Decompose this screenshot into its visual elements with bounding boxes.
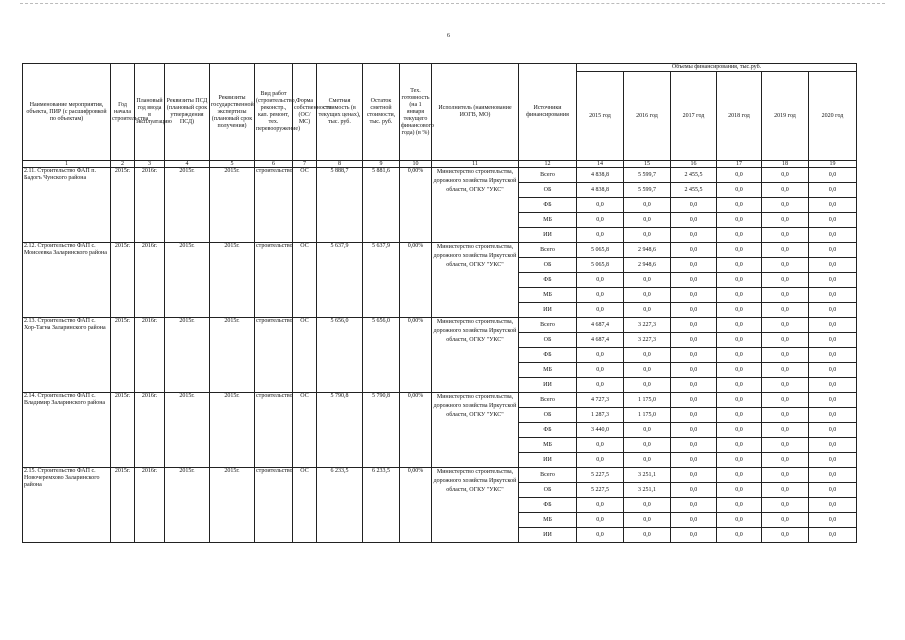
row-value: 0,0 (762, 288, 809, 303)
row-value: 0,0 (671, 483, 717, 498)
column-number: 2 (111, 161, 135, 168)
header-year: 2018 год (717, 72, 762, 161)
table-row (23, 243, 857, 258)
row-value: 0,0 (577, 288, 624, 303)
row-psd: 2015г. (165, 243, 210, 318)
header-sources: Источники финансирования (519, 64, 577, 161)
column-number: 6 (255, 161, 293, 168)
row-source: ИИ (519, 453, 577, 468)
row-value: 0,0 (624, 528, 671, 543)
row-expertise: 2015г. (210, 243, 255, 318)
row-value: 0,0 (762, 483, 809, 498)
row-plan-year: 2016г. (135, 318, 165, 393)
row-value: 0,0 (577, 528, 624, 543)
row-value: 0,0 (762, 168, 809, 183)
row-estimate: 6 233,5 (317, 468, 363, 543)
row-value: 0,0 (762, 378, 809, 393)
row-source: ОБ (519, 258, 577, 273)
row-estimate: 5 656,0 (317, 318, 363, 393)
row-value: 3 227,3 (624, 318, 671, 333)
column-number: 7 (293, 161, 317, 168)
row-value: 0,0 (762, 408, 809, 423)
row-source: ФБ (519, 348, 577, 363)
row-value: 0,0 (762, 453, 809, 468)
header-name: Наименование мероприятия, объекта, ПИР (с расшифровкой по объектам) (23, 64, 111, 161)
row-value: 0,0 (809, 213, 857, 228)
column-number: 16 (671, 161, 717, 168)
row-remainder: 5 881,6 (363, 168, 400, 243)
header-ownership: Форма собственности (ОС/МС) (293, 64, 317, 161)
scan-top-line (20, 3, 885, 4)
row-value: 3 440,0 (577, 423, 624, 438)
row-value: 0,0 (717, 438, 762, 453)
row-remainder: 5 656,0 (363, 318, 400, 393)
row-name: 2.12. Строительство ФАП с. Моисеевка Заларинского района (23, 243, 111, 318)
header-estimate: Сметная стоимость (в текущих ценах), тыс. руб. (317, 64, 363, 161)
row-value: 0,0 (671, 528, 717, 543)
row-ownership: ОС (293, 318, 317, 393)
column-number: 5 (210, 161, 255, 168)
header-volumes: Объемы финансирования, тыс.руб. (577, 64, 857, 72)
row-expertise: 2015г. (210, 468, 255, 543)
row-source: Всего (519, 168, 577, 183)
row-readiness: 0,00% (400, 243, 432, 318)
row-value: 0,0 (671, 468, 717, 483)
row-value: 0,0 (671, 288, 717, 303)
row-value: 0,0 (671, 408, 717, 423)
row-value: 0,0 (717, 228, 762, 243)
row-value: 0,0 (671, 378, 717, 393)
row-remainder: 5 790,8 (363, 393, 400, 468)
row-value: 0,0 (577, 198, 624, 213)
row-value: 0,0 (624, 198, 671, 213)
row-value: 0,0 (671, 438, 717, 453)
row-source: ИИ (519, 528, 577, 543)
row-value: 0,0 (809, 528, 857, 543)
row-value: 0,0 (809, 288, 857, 303)
row-psd: 2015г. (165, 393, 210, 468)
row-value: 0,0 (762, 318, 809, 333)
row-value: 4 687,4 (577, 333, 624, 348)
row-value: 0,0 (717, 213, 762, 228)
row-value: 0,0 (577, 228, 624, 243)
row-value: 4 838,8 (577, 168, 624, 183)
row-value: 2 948,6 (624, 258, 671, 273)
row-value: 0,0 (671, 198, 717, 213)
row-name: 2.11. Строительство ФАП п. Бадогъ Чунского района (23, 168, 111, 243)
row-start-year: 2015г. (111, 318, 135, 393)
row-readiness: 0,00% (400, 318, 432, 393)
row-value: 0,0 (577, 348, 624, 363)
row-source: ИИ (519, 378, 577, 393)
row-value: 0,0 (577, 438, 624, 453)
row-source: ФБ (519, 423, 577, 438)
row-value: 0,0 (717, 408, 762, 423)
header-year: 2016 год (624, 72, 671, 161)
row-value: 3 251,1 (624, 468, 671, 483)
row-value: 4 727,3 (577, 393, 624, 408)
row-value: 0,0 (717, 393, 762, 408)
row-value: 0,0 (624, 513, 671, 528)
row-start-year: 2015г. (111, 243, 135, 318)
row-work-type: строительство (255, 318, 293, 393)
row-value: 0,0 (717, 483, 762, 498)
row-value: 0,0 (671, 258, 717, 273)
header-psd: Реквизиты ПСД (плановый срок утверждения ПСД) (165, 64, 210, 161)
financing-table (22, 63, 857, 543)
column-number: 9 (363, 161, 400, 168)
row-value: 0,0 (762, 498, 809, 513)
column-number: 11 (432, 161, 519, 168)
column-number: 1 (23, 161, 111, 168)
row-expertise: 2015г. (210, 393, 255, 468)
row-psd: 2015г. (165, 318, 210, 393)
row-value: 0,0 (809, 333, 857, 348)
row-source: МБ (519, 288, 577, 303)
row-value: 0,0 (717, 183, 762, 198)
row-source: ФБ (519, 273, 577, 288)
row-executor: Министерство строительства, дорожного хозяйства Иркутской области, ОГКУ "УКС" (432, 168, 519, 243)
row-value: 0,0 (717, 258, 762, 273)
row-value: 0,0 (624, 498, 671, 513)
column-number: 3 (135, 161, 165, 168)
row-value: 0,0 (671, 228, 717, 243)
row-value: 0,0 (671, 243, 717, 258)
row-value: 0,0 (717, 303, 762, 318)
row-plan-year: 2016г. (135, 468, 165, 543)
row-plan-year: 2016г. (135, 393, 165, 468)
row-value: 0,0 (717, 168, 762, 183)
row-value: 0,0 (809, 453, 857, 468)
row-psd: 2015г. (165, 168, 210, 243)
page-number: 6 (447, 33, 450, 39)
row-value: 0,0 (717, 453, 762, 468)
header-year: 2019 год (762, 72, 809, 161)
row-value: 0,0 (809, 408, 857, 423)
row-readiness: 0,00% (400, 393, 432, 468)
row-value: 0,0 (762, 243, 809, 258)
row-value: 0,0 (624, 453, 671, 468)
header-work-type: Вид работ (строительство, реконстр., кап. ремонт, тех. перевооружение) (255, 64, 293, 161)
row-value: 0,0 (809, 348, 857, 363)
row-value: 0,0 (671, 363, 717, 378)
row-value: 0,0 (717, 273, 762, 288)
row-ownership: ОС (293, 243, 317, 318)
row-value: 0,0 (717, 378, 762, 393)
row-readiness: 0,00% (400, 168, 432, 243)
row-start-year: 2015г. (111, 468, 135, 543)
row-executor: Министерство строительства, дорожного хозяйства Иркутской области, ОГКУ "УКС" (432, 318, 519, 393)
row-value: 0,0 (809, 198, 857, 213)
row-value: 0,0 (762, 363, 809, 378)
row-value: 0,0 (717, 363, 762, 378)
row-source: ОБ (519, 483, 577, 498)
table-row (23, 468, 857, 483)
row-work-type: строительство (255, 243, 293, 318)
row-work-type: строительство (255, 468, 293, 543)
row-value: 0,0 (762, 438, 809, 453)
row-value: 0,0 (577, 453, 624, 468)
row-value: 0,0 (762, 273, 809, 288)
row-value: 1 175,0 (624, 393, 671, 408)
row-value: 0,0 (624, 378, 671, 393)
row-expertise: 2015г. (210, 318, 255, 393)
row-value: 0,0 (809, 273, 857, 288)
row-value: 0,0 (577, 273, 624, 288)
row-value: 0,0 (624, 438, 671, 453)
row-ownership: ОС (293, 468, 317, 543)
row-source: Всего (519, 318, 577, 333)
row-ownership: ОС (293, 168, 317, 243)
column-number: 14 (577, 161, 624, 168)
row-plan-year: 2016г. (135, 243, 165, 318)
row-value: 5 065,8 (577, 258, 624, 273)
column-number: 4 (165, 161, 210, 168)
row-value: 0,0 (577, 378, 624, 393)
row-source: МБ (519, 438, 577, 453)
row-value: 0,0 (762, 303, 809, 318)
row-value: 0,0 (809, 468, 857, 483)
row-value: 0,0 (624, 228, 671, 243)
row-value: 0,0 (717, 513, 762, 528)
row-source: ФБ (519, 198, 577, 213)
column-number: 18 (762, 161, 809, 168)
row-value: 0,0 (671, 453, 717, 468)
row-value: 0,0 (762, 213, 809, 228)
row-executor: Министерство строительства, дорожного хозяйства Иркутской области, ОГКУ "УКС" (432, 468, 519, 543)
row-value: 0,0 (577, 213, 624, 228)
row-value: 0,0 (809, 378, 857, 393)
row-source: ОБ (519, 408, 577, 423)
row-ownership: ОС (293, 393, 317, 468)
row-value: 0,0 (624, 273, 671, 288)
row-executor: Министерство строительства, дорожного хозяйства Иркутской области, ОГКУ "УКС" (432, 393, 519, 468)
row-value: 0,0 (577, 363, 624, 378)
row-value: 0,0 (809, 498, 857, 513)
table-row (23, 318, 857, 333)
column-number: 8 (317, 161, 363, 168)
row-value: 0,0 (762, 423, 809, 438)
row-value: 0,0 (809, 513, 857, 528)
row-value: 0,0 (671, 513, 717, 528)
row-value: 2 455,5 (671, 183, 717, 198)
column-number: 10 (400, 161, 432, 168)
row-value: 0,0 (809, 303, 857, 318)
row-value: 0,0 (577, 513, 624, 528)
row-value: 0,0 (624, 363, 671, 378)
row-source: ИИ (519, 303, 577, 318)
column-number: 17 (717, 161, 762, 168)
column-number: 19 (809, 161, 857, 168)
row-source: МБ (519, 213, 577, 228)
row-value: 0,0 (624, 303, 671, 318)
row-value: 5 599,7 (624, 168, 671, 183)
header-remainder: Остаток сметной стоимости, тыс. руб. (363, 64, 400, 161)
row-value: 0,0 (671, 333, 717, 348)
row-value: 0,0 (717, 498, 762, 513)
row-value: 4 687,4 (577, 318, 624, 333)
row-value: 0,0 (809, 423, 857, 438)
row-value: 0,0 (624, 288, 671, 303)
row-value: 5 599,7 (624, 183, 671, 198)
row-value: 0,0 (717, 288, 762, 303)
row-value: 0,0 (717, 333, 762, 348)
header-plan-year: Плановый год ввода в эксплуатацию (135, 64, 165, 161)
row-source: МБ (519, 363, 577, 378)
column-number: 12 (519, 161, 577, 168)
row-value: 0,0 (809, 393, 857, 408)
header-expertise: Реквизиты государственной экспертизы (плановый срок получения) (210, 64, 255, 161)
row-value: 0,0 (762, 258, 809, 273)
row-work-type: строительство (255, 393, 293, 468)
row-value: 1 175,0 (624, 408, 671, 423)
row-estimate: 5 637,9 (317, 243, 363, 318)
row-source: ОБ (519, 333, 577, 348)
row-value: 0,0 (762, 333, 809, 348)
row-value: 0,0 (809, 183, 857, 198)
row-start-year: 2015г. (111, 393, 135, 468)
row-value: 0,0 (671, 348, 717, 363)
row-value: 0,0 (624, 423, 671, 438)
table-row (23, 393, 857, 408)
header-year: 2020 год (809, 72, 857, 161)
header-start-year: Год начала строительства (111, 64, 135, 161)
row-plan-year: 2016г. (135, 168, 165, 243)
row-value: 0,0 (624, 213, 671, 228)
row-value: 4 838,8 (577, 183, 624, 198)
row-value: 0,0 (762, 393, 809, 408)
column-number: 15 (624, 161, 671, 168)
row-value: 0,0 (762, 513, 809, 528)
row-value: 0,0 (717, 468, 762, 483)
row-value: 0,0 (809, 363, 857, 378)
row-value: 0,0 (717, 243, 762, 258)
row-estimate: 5 790,8 (317, 393, 363, 468)
row-name: 2.14. Строительство ФАП с. Владимир Заларинского района (23, 393, 111, 468)
row-readiness: 0,00% (400, 468, 432, 543)
row-value: 0,0 (671, 498, 717, 513)
row-source: ОБ (519, 183, 577, 198)
row-value: 0,0 (671, 318, 717, 333)
row-value: 1 287,3 (577, 408, 624, 423)
row-value: 0,0 (671, 393, 717, 408)
row-source: МБ (519, 513, 577, 528)
row-value: 0,0 (717, 528, 762, 543)
row-value: 2 948,6 (624, 243, 671, 258)
row-value: 0,0 (671, 213, 717, 228)
row-value: 0,0 (809, 483, 857, 498)
row-value: 0,0 (762, 183, 809, 198)
row-executor: Министерство строительства, дорожного хозяйства Иркутской области, ОГКУ "УКС" (432, 243, 519, 318)
row-value: 5 227,5 (577, 483, 624, 498)
row-remainder: 5 637,9 (363, 243, 400, 318)
row-value: 0,0 (762, 228, 809, 243)
header-year: 2017 год (671, 72, 717, 161)
row-source: Всего (519, 243, 577, 258)
row-source: Всего (519, 468, 577, 483)
row-value: 0,0 (671, 273, 717, 288)
row-psd: 2015г. (165, 468, 210, 543)
row-estimate: 5 888,7 (317, 168, 363, 243)
row-value: 0,0 (762, 528, 809, 543)
row-value: 3 227,3 (624, 333, 671, 348)
row-value: 0,0 (717, 348, 762, 363)
row-value: 0,0 (671, 303, 717, 318)
row-value: 0,0 (717, 423, 762, 438)
row-value: 0,0 (671, 423, 717, 438)
row-name: 2.13. Строительство ФАП с. Хор-Тагна Заларинского района (23, 318, 111, 393)
row-value: 0,0 (577, 303, 624, 318)
row-value: 0,0 (717, 318, 762, 333)
row-value: 0,0 (762, 198, 809, 213)
row-value: 0,0 (809, 438, 857, 453)
row-value: 0,0 (809, 168, 857, 183)
row-name: 2.15. Строительство ФАП с. Новочеремхово Заларинского района (23, 468, 111, 543)
row-work-type: строительство (255, 168, 293, 243)
row-remainder: 6 233,5 (363, 468, 400, 543)
row-start-year: 2015г. (111, 168, 135, 243)
row-value: 2 455,5 (671, 168, 717, 183)
table-row (23, 168, 857, 183)
row-value: 0,0 (809, 318, 857, 333)
row-value: 0,0 (762, 348, 809, 363)
row-source: Всего (519, 393, 577, 408)
row-value: 5 227,5 (577, 468, 624, 483)
row-source: ФБ (519, 498, 577, 513)
row-value: 0,0 (809, 258, 857, 273)
header-executor: Исполнитель (наименование ИОГВ, МО) (432, 64, 519, 161)
row-value: 0,0 (624, 348, 671, 363)
row-value: 0,0 (762, 468, 809, 483)
header-year: 2015 год (577, 72, 624, 161)
row-value: 0,0 (809, 243, 857, 258)
row-value: 0,0 (717, 198, 762, 213)
row-value: 3 251,1 (624, 483, 671, 498)
row-expertise: 2015г. (210, 168, 255, 243)
row-value: 0,0 (809, 228, 857, 243)
header-readiness: Тех. готовность (на 1 января текущего финансового года) (в %) (400, 64, 432, 161)
row-value: 0,0 (577, 498, 624, 513)
row-value: 5 065,8 (577, 243, 624, 258)
row-source: ИИ (519, 228, 577, 243)
